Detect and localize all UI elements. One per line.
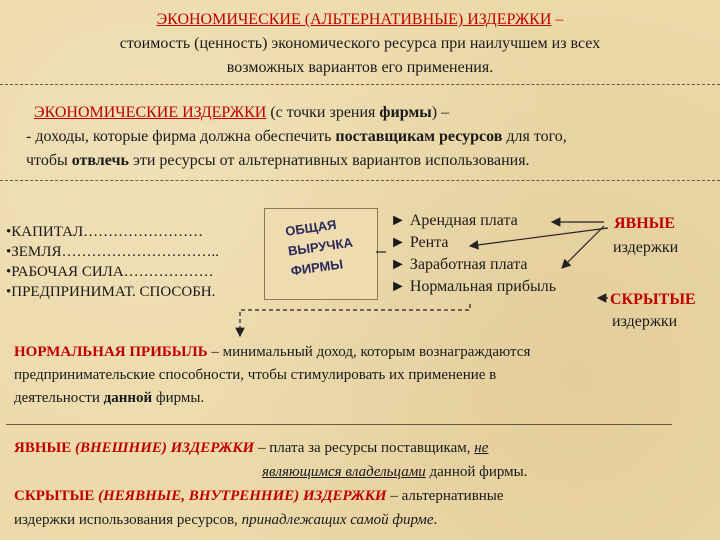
explicit-def-term-italic: (ВНЕШНИЕ) ИЗДЕРЖКИ [71, 440, 255, 456]
implicit-def-line-1 [14, 486, 504, 506]
explicit-def-line-1 [14, 438, 488, 458]
title-term: ЭКОНОМИЧЕСКИЕ (АЛЬТЕРНАТИВНЫЕ) ИЗДЕРЖКИ [156, 11, 552, 28]
resource-item: •РАБОЧАЯ СИЛА……………… [6, 264, 214, 280]
implicit-label: СКРЫТЫЕ [610, 291, 696, 308]
implicit-def-term-italic: (НЕЯВНЫЕ, ВНУТРЕННИЕ) ИЗДЕРЖКИ [94, 488, 387, 504]
normal-profit-term: НОРМАЛЬНАЯ ПРИБЫЛЬ [14, 344, 208, 360]
text-span: издержки использования ресурсов, [14, 512, 242, 528]
payment-item: ► Арендная плата [390, 212, 518, 229]
normal-profit-line-2: предпринимательские способности, чтобы стимулировать их применение в [14, 367, 497, 383]
resource-item: •ЗЕМЛЯ………………………….. [6, 244, 219, 260]
normal-profit-line-1 [14, 342, 530, 362]
title-dash: – [555, 11, 564, 28]
text-span: фирмы. [152, 390, 205, 406]
explicit-def-term: ЯВНЫЕ [14, 440, 72, 456]
section2-paren-close: ) – [431, 104, 450, 121]
text-italic: принадлежащих самой фирме [241, 512, 434, 528]
explicit-label-sub: издержки [613, 239, 679, 256]
text-span: . [433, 512, 438, 528]
implicit-label-sub: издержки [612, 313, 678, 330]
payment-item: ► Нормальная прибыль [390, 278, 557, 295]
section2-paren: (с точки зрения [270, 104, 380, 121]
title-line-3: возможных вариантов его применения. [226, 59, 494, 76]
text-span: эти ресурсы от альтернативных вариантов использования. [128, 152, 530, 169]
text-span: – плата за ресурсы поставщикам, [254, 440, 475, 456]
text-bold: данной [103, 390, 153, 406]
revenue-line: ОБЩАЯ [284, 216, 338, 239]
normal-profit-arrow [240, 304, 470, 336]
text-bold: отвлечь [71, 152, 129, 169]
text-span: – альтернативные [386, 488, 504, 504]
section2-term: ЭКОНОМИЧЕСКИЕ ИЗДЕРЖКИ [34, 104, 267, 121]
text-span: деятельности [14, 390, 104, 406]
explicit-label: ЯВНЫЕ [614, 215, 676, 232]
payment-item: ► Заработная плата [390, 256, 528, 273]
text-span: для того, [502, 128, 567, 145]
explicit-arrow-2 [562, 226, 604, 268]
text-span: данной фирмы. [425, 464, 528, 480]
payment-item: ► Рента [390, 234, 449, 251]
section2-firm: фирмы [379, 104, 432, 121]
divider-solid [6, 424, 672, 425]
resource-item: •КАПИТАЛ…………………… [6, 224, 204, 240]
text-span: - доходы, которые фирма должна обеспечить [26, 128, 336, 145]
implicit-def-term: СКРЫТЫЕ [14, 488, 95, 504]
title-line-2: стоимость (ценность) экономического ресурса при наилучшем из всех [119, 35, 601, 52]
text-span: чтобы [26, 152, 72, 169]
text-span: – минимальный доход, которым вознаграждаются [207, 344, 531, 360]
revenue-line: ФИРМЫ [289, 256, 344, 279]
text-italic: не [474, 440, 489, 456]
normal-profit-line-3 [14, 388, 204, 408]
resource-item: •ПРЕДПРИНИМАТ. СПОСОБН. [6, 284, 216, 300]
text-italic: являющимся владельцами [262, 464, 426, 480]
implicit-def-line-2 [14, 510, 437, 530]
revenue-line: ВЫРУЧКА [287, 234, 354, 259]
explicit-def-line-2 [262, 462, 527, 482]
text-bold: поставщикам ресурсов [335, 128, 503, 145]
